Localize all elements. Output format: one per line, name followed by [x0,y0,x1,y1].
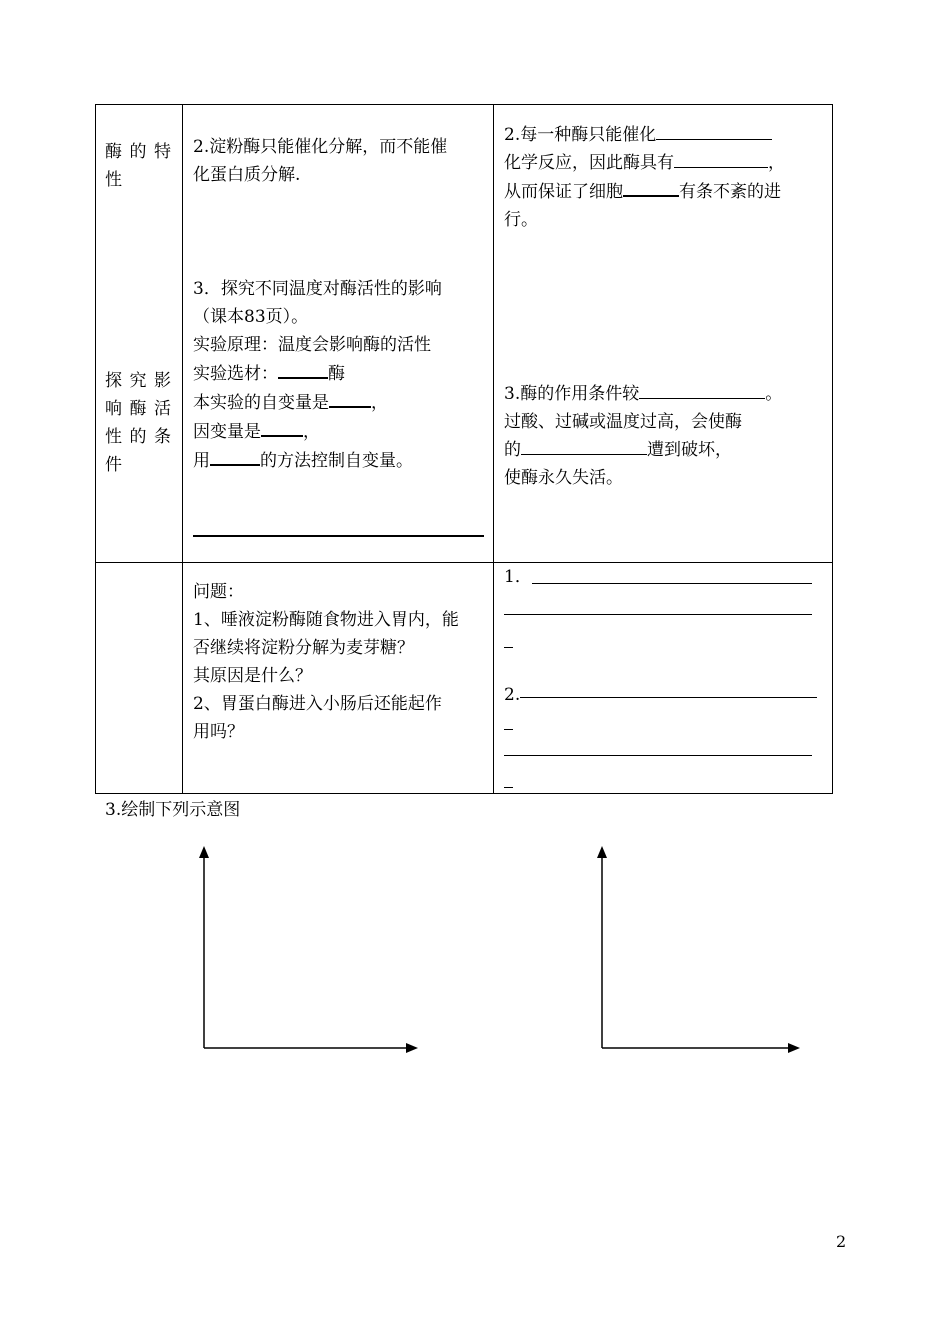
middle-cell-3 [183,563,494,794]
row-enzyme-properties [96,105,833,563]
answer-1-label: 1． [504,567,532,587]
specificity-text: 2.每一种酶只能催化 化学反应，因此酶具有 ， 从而保证了细胞 有条不紊的进 行。 [504,121,826,234]
answer-1-line-2[interactable] [504,614,812,615]
blank-dependent-variable[interactable] [261,417,303,437]
questions-text: 问题： 1、唾液淀粉酶随食物进入胃内，能 否继续将淀粉分解为麦芽糖？ 其原因是什么？ 2、胃蛋白酶进入小肠后还能起作 用吗？ [193,582,459,742]
blank-mild[interactable] [639,380,765,399]
blank-catalyze[interactable] [656,121,772,140]
axes-diagram-2[interactable] [588,842,812,1058]
answer-rule [193,535,484,537]
middle-cell-1 [183,105,494,563]
row-label-conditions: 探究影响酶活性的条件 [105,371,171,475]
temperature-experiment: 3．探究不同温度对酶活性的影响 （课本83页）。 实验原理：温度会影响酶的活性 实验选材： 酶 本实验的自变量是 ， 因变量是 ， 用 的方法控制自变量。 [193,279,442,471]
row-questions [96,563,833,794]
blank-structure[interactable] [521,436,647,455]
blank-cell[interactable] [623,177,679,197]
page-number: 2 [836,1232,847,1251]
row-label-properties: 酶的特性 [105,142,171,190]
diagram-caption: 3.绘制下列示意图 [105,800,241,820]
answer-2-line-2[interactable] [504,755,812,756]
label-cell-3 [96,563,183,794]
amylase-text: 2.淀粉酶只能催化分解，而不能催 化蛋白质分解. [193,137,448,185]
right-cell-3 [494,563,833,794]
answer-2-line-1[interactable] [520,697,817,698]
blank-control-method[interactable] [210,446,260,466]
blank-property[interactable] [674,149,768,168]
blank-independent-variable[interactable] [329,388,371,408]
right-cell-1 [494,105,833,563]
answer-2-label: 2. [504,685,521,705]
answer-1-line-1[interactable] [532,583,812,584]
blank-material[interactable] [278,359,328,379]
axes-diagram-1[interactable] [190,842,430,1058]
label-cell-1 [96,105,183,563]
enzyme-table [95,104,833,794]
conditions-text: 3.酶的作用条件较 。 过酸、过碱或温度过高，会使酶 的 遭到破坏， 使酶永久失活。 [504,380,826,492]
